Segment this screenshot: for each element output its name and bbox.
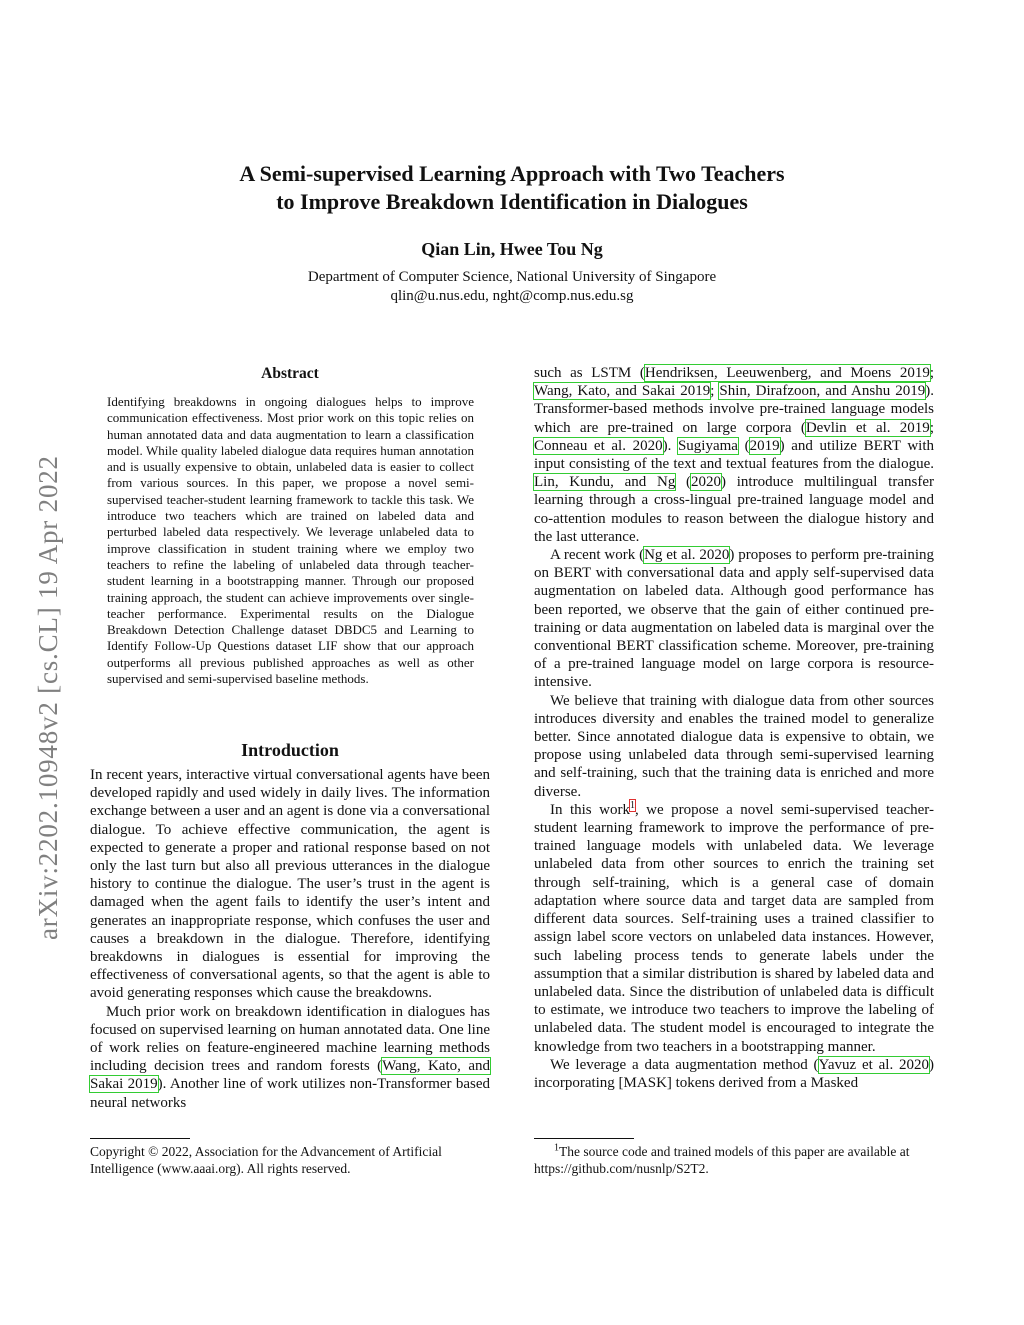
- citation-link[interactable]: Lin, Kundu, and Ng: [534, 474, 676, 491]
- introduction-heading: Introduction: [241, 740, 339, 760]
- text-run: We leverage a data augmentation method (: [550, 1056, 819, 1073]
- emails: qlin@u.nus.edu, nght@comp.nus.edu.sg: [390, 288, 634, 304]
- arxiv-identifier: [28, 355, 68, 940]
- arxiv-identifier-text: arXiv:2202.10948v2 [cs.CL] 19 Apr 2022: [33, 455, 63, 940]
- text-run: , we propose a novel semi-supervised teacher-student learning framework to improve the performance of pre-trained language models with unlabeled data. We leverage unlabeled data from other sources to enrich the training set through self-training, which is a general case of domain adaptation where source data and target data are sampled from different data sources. Self-training uses a trained classifier to assign label score vectors on unlabeled data instances. However, such labeling process tends to generate labels under the assumption that a similar distribution is shared by labeled data and unlabeled data. Since the distribution of unlabeled data is difficult to estimate, we introduce two teachers to improve the labeling of unlabeled data. The student model is encouraged to integrate the knowledge from two teachers in a bootstrapping manner.: [534, 801, 934, 1055]
- citation-link[interactable]: Shin, Dirafzoon, and Anshu 2019: [719, 383, 926, 400]
- right-paragraph-4: [534, 801, 934, 1056]
- citation-link[interactable]: 2019: [749, 437, 780, 454]
- text-run: Much prior work on breakdown identification in dialogues has focused on supervised learning on human annotated data. One line of work relies on feature-engineered machine learning methods including decision trees and random forests (: [90, 1003, 490, 1075]
- citation-link[interactable]: Ng et al. 2020: [644, 547, 730, 564]
- affiliation-block: [140, 268, 884, 306]
- text-run: ) incorporating [MASK] tokens derived from a Masked: [534, 1056, 935, 1091]
- paper-title: [140, 160, 884, 216]
- affiliation: Department of Computer Science, National University of Singapore: [307, 269, 717, 285]
- copyright-notice: Copyright © 2022, Association for the Advancement of Artificial Intelligence (www.aaai.org). All rights reserved.: [90, 1144, 442, 1176]
- title-line-2: to Improve Breakdown Identification in Dialogues: [276, 189, 748, 214]
- citation-link[interactable]: Wang, Kato, and Sakai 2019: [534, 383, 711, 400]
- authors: Qian Lin, Hwee Tou Ng: [421, 239, 603, 259]
- citation-link[interactable]: Sugiyama: [677, 437, 738, 454]
- footnote-divider: [534, 1138, 634, 1139]
- text-run: ;: [929, 419, 934, 436]
- abstract-text: Identifying breakdowns in ongoing dialogues helps to improve communication effectiveness. Most prior work on this topic relies on human annotated data and data augmentation to learn a classification model. While quality labeled dialogue data requires human annotation and is usually expensive to obtain, unlabeled data is easier to collect from various sources. In this paper, we propose a novel semi-supervised teacher-student learning framework to tackle this task. We introduce two teachers which are trained on labeled data and perturbed labeled data respectively. We leverage unlabeled data to improve classification in student training where we employ two teachers to refine the labeling of unlabeled data through teacher-student learning in a bootstrapping manner. Through our proposed training approach, the student can achieve improvements over single-teacher performance. Experimental results on the Dialogue Breakdown Detection Challenge dataset DBDC5 and Learning to Identify Follow-Up Questions dataset LIF show that our approach outperforms all previous published approaches as well as other supervised and semi-supervised baseline methods.: [107, 394, 474, 687]
- text-run: ) and utilize BERT with input consisting of the text and textual features from the dialogue.: [534, 437, 935, 473]
- text-run: ).: [662, 437, 678, 454]
- abstract-heading: Abstract: [261, 365, 319, 382]
- citation-link[interactable]: Wang, Kato, and Sakai 2019: [90, 1058, 490, 1093]
- footnote-reference[interactable]: 1: [629, 799, 635, 811]
- copyright-divider: [90, 1138, 190, 1139]
- text-run: ;: [929, 365, 934, 381]
- footnote-number: 1: [554, 1142, 559, 1154]
- citation-link[interactable]: Hendriksen, Leeuwenberg, and Moens 2019: [644, 365, 930, 381]
- introduction-body: [90, 766, 490, 1112]
- right-paragraph-1: [534, 364, 934, 546]
- right-paragraph-2: [534, 546, 934, 692]
- intro-paragraph-1: In recent years, interactive virtual conversational agents have been developed rapidly and used widely in daily lives. The information exchange between a user and an agent is done via a conversational dialogue. To achieve effective communication, the agent is expected to generate a proper and rational response based on not only the last turn but also all previous utterances in the dialogue history to continue the dialogue. The user’s trust in the agent is damaged when the agent fails to identify the user’s intent and generates an inappropriate response, which confuses the user and causes a breakdown in the dialogue. Therefore, identifying breakdowns in dialogues is essential for improving the effectiveness of conversational agents, so that the agent is able to avoid generating responses which cause the breakdowns.: [90, 767, 490, 1002]
- text-run: (: [737, 437, 750, 454]
- title-line-1: A Semi-supervised Learning Approach with Two Teachers: [239, 161, 785, 186]
- text-run: In this work: [550, 801, 630, 818]
- text-run: ;: [710, 383, 720, 400]
- text-run: ) proposes to perform pre-training on BERT with conversational data and apply self-supervised data augmentation on labeled data. Although good performance has been reported, we observe that the gain of either continued pre-training or data augmentation on labeled data is marginal over the conventional BERT classification scheme. Moreover, pre-training of a pre-trained language model on large corpora is resource-intensive.: [534, 547, 935, 691]
- text-run: ) introduce multilingual transfer learning through a cross-lingual pre-trained language model and co-attention modules to reason between the dialogue history and the last utterance.: [534, 474, 934, 545]
- footnote-text: The source code and trained models of this paper are available at https://github.com/nusnlp/S2T2.: [534, 1144, 910, 1176]
- citation-link[interactable]: Yavuz et al. 2020: [818, 1056, 930, 1073]
- citation-link[interactable]: Conneau et al. 2020: [534, 437, 663, 454]
- text-run: (: [675, 474, 692, 491]
- text-run: ). Another line of work utilizes non-Transformer based neural networks: [90, 1076, 490, 1111]
- citation-link[interactable]: 2020: [691, 474, 722, 491]
- right-paragraph-5: [534, 1056, 934, 1092]
- citation-link[interactable]: Devlin et al. 2019: [805, 419, 930, 436]
- text-run: ). Transformer-based methods involve pre-trained language models which are pre-trained on large corpora (: [534, 383, 934, 436]
- footnote: [534, 1143, 934, 1177]
- intro-paragraph-2: [90, 1003, 490, 1112]
- right-column-body: [534, 364, 934, 1092]
- text-run: such as LSTM (: [534, 365, 645, 381]
- text-run: A recent work (: [550, 547, 645, 564]
- right-paragraph-3: We believe that training with dialogue data from other sources introduces diversity and enables the trained model to generalize better. Since annotated dialogue data is expensive to obtain, we propose using unlabeled data through semi-supervised learning and self-training, such that the training data is enriched and more diverse.: [534, 692, 934, 800]
